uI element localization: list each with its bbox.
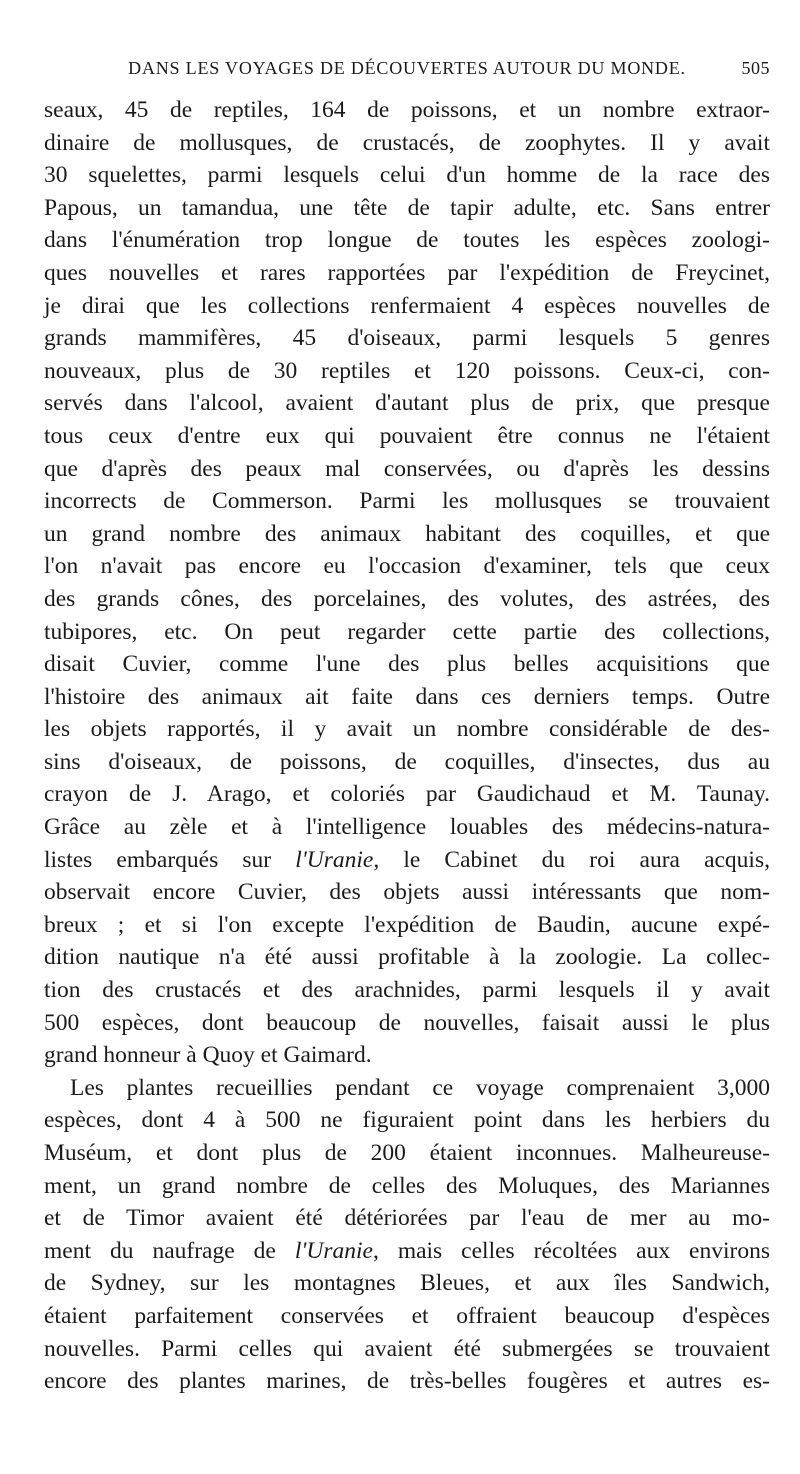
- page-number: 505: [741, 58, 770, 78]
- text-line: listes embarqués sur l'Uranie, le Cabinet du roi aura acquis,: [44, 846, 770, 873]
- running-title: DANS LES VOYAGES DE DÉCOUVERTES AUTOUR DU MONDE.: [128, 58, 686, 78]
- text-line: l'histoire des animaux ait faite dans ces derniers temps. Outre: [44, 683, 770, 710]
- text-line: ment du naufrage de l'Uranie, mais celles récoltées aux environs: [44, 1237, 770, 1264]
- text-line: dans l'énumération trop longue de toutes les espèces zoologi-: [44, 227, 770, 254]
- text-line: observait encore Cuvier, des objets aussi intéressants que nom-: [44, 879, 770, 906]
- text-line: Les plantes recueillies pendant ce voyage comprenaient 3,000: [70, 1074, 770, 1101]
- text-line: grands mammifères, 45 d'oiseaux, parmi lesquels 5 genres: [44, 325, 770, 352]
- text-line: disait Cuvier, comme l'une des plus belles acquisitions que: [44, 651, 770, 678]
- text-line: les objets rapportés, il y avait un nombre considérable de des-: [44, 716, 770, 743]
- body-text: [44, 94, 770, 1398]
- text-line: tous ceux d'entre eux qui pouvaient être connus ne l'étaient: [44, 422, 770, 449]
- text-line: et de Timor avaient été détériorées par l'eau de mer au mo-: [44, 1205, 770, 1232]
- text-line: grand honneur à Quoy et Gaimard.: [44, 1042, 372, 1069]
- text-line: tubipores, etc. On peut regarder cette partie des collections,: [44, 618, 770, 645]
- text-line: nouveaux, plus de 30 reptiles et 120 poissons. Ceux-ci, con-: [44, 357, 770, 384]
- text-line: étaient parfaitement conservées et offraient beaucoup d'espèces: [44, 1302, 770, 1329]
- text-line: sins d'oiseaux, de poissons, de coquilles, d'insectes, dus au: [44, 748, 770, 775]
- text-line: ment, un grand nombre de celles des Moluques, des Mariannes: [44, 1172, 770, 1199]
- text-line: de Sydney, sur les montagnes Bleues, et aux îles Sandwich,: [44, 1270, 770, 1297]
- text-line: je dirai que les collections renfermaient 4 espèces nouvelles de: [44, 292, 770, 319]
- text-line: encore des plantes marines, de très-belles fougères et autres es-: [44, 1368, 770, 1395]
- text-line: ques nouvelles et rares rapportées par l'expédition de Freycinet,: [44, 259, 770, 286]
- ship-name: l'Uranie: [295, 846, 374, 873]
- text-line: servés dans l'alcool, avaient d'autant plus de prix, que presque: [44, 390, 770, 417]
- text-line: espèces, dont 4 à 500 ne figuraient point dans les herbiers du: [44, 1107, 770, 1134]
- text-line: Grâce au zèle et à l'intelligence louables des médecins-natura-: [44, 814, 770, 841]
- text-line: seaux, 45 de reptiles, 164 de poissons, et un nombre extraor-: [44, 97, 770, 123]
- ship-name: l'Uranie: [294, 1237, 373, 1264]
- text-line: crayon de J. Arago, et coloriés par Gaudichaud et M. Taunay.: [44, 781, 770, 808]
- text-line: dinaire de mollusques, de crustacés, de zoophytes. Il y avait: [44, 129, 770, 156]
- text-line: 500 espèces, dont beaucoup de nouvelles, faisait aussi le plus: [44, 1009, 770, 1036]
- text-line: nouvelles. Parmi celles qui avaient été submergées se trouvaient: [44, 1335, 770, 1362]
- text-line: l'on n'avait pas encore eu l'occasion d'examiner, tels que ceux: [44, 553, 770, 580]
- text-line: dition nautique n'a été aussi profitable à la zoologie. La collec-: [44, 944, 770, 971]
- running-header: [44, 58, 770, 88]
- text-line: un grand nombre des animaux habitant des coquilles, et que: [44, 520, 770, 547]
- text-line: Muséum, et dont plus de 200 étaient inconnues. Malheureuse-: [44, 1140, 770, 1166]
- text-line: Papous, un tamandua, une tête de tapir adulte, etc. Sans entrer: [44, 194, 770, 221]
- text-line: des grands cônes, des porcelaines, des volutes, des astrées, des: [44, 585, 770, 612]
- text-line: incorrects de Commerson. Parmi les mollusques se trouvaient: [44, 488, 770, 515]
- text-line: breux ; et si l'on excepte l'expédition de Baudin, aucune expé-: [44, 911, 770, 938]
- text-line: tion des crustacés et des arachnides, parmi lesquels il y avait: [44, 977, 770, 1004]
- text-line: 30 squelettes, parmi lesquels celui d'un homme de la race des: [44, 162, 770, 189]
- text-line: que d'après des peaux mal conservées, ou d'après les dessins: [44, 455, 770, 482]
